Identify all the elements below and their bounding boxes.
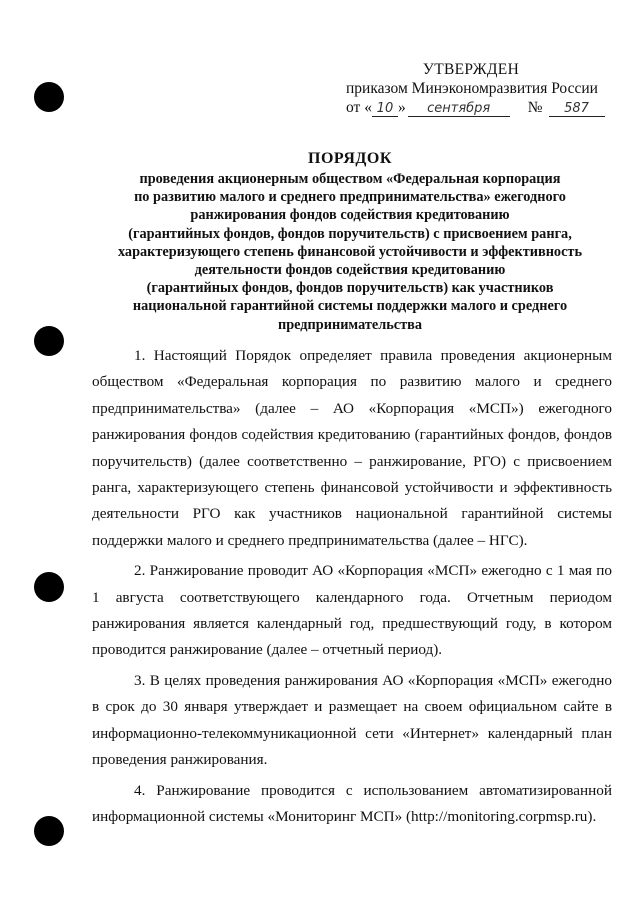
binder-hole-mark — [34, 326, 64, 356]
document-subtitle — [100, 170, 600, 334]
approval-date-line — [346, 98, 626, 117]
number-label: № — [527, 99, 543, 116]
handwritten-month: сентября — [408, 101, 510, 117]
document-body — [92, 343, 612, 834]
handwritten-day: 10 — [372, 101, 398, 117]
subtitle-line: (гарантийных фондов, фондов поручительств) с присвоением ранга, — [128, 225, 572, 242]
date-prefix: от « — [346, 99, 372, 116]
approval-title: УТВЕРЖДЕН — [422, 61, 520, 78]
subtitle-line: по развитию малого и среднего предпринимательства» ежегодного — [134, 189, 566, 206]
approval-order-line: приказом Минэкономразвития России — [346, 80, 598, 97]
handwritten-order-number: 587 — [549, 101, 605, 117]
subtitle-line: характеризующего степень финансовой устойчивости и эффективность — [117, 243, 583, 260]
paragraph-3: 3. В целях проведения ранжирования АО «Корпорация «МСП» ежегодно в срок до 30 января утверждает и размещает на своем официальном сайте в информационно-телекоммуникационной сети «Интернет» календарный план проведения ранжирования. — [92, 671, 612, 769]
document-title: ПОРЯДОК — [308, 150, 392, 167]
date-day-suffix: » — [397, 99, 406, 116]
subtitle-line: национальной гарантийной системы поддержки малого и среднего — [132, 298, 568, 315]
paragraph-1: 1. Настоящий Порядок определяет правила проведения акционерным обществом «Федеральная корпорация по развитию малого и среднего предпринимательства» (далее – АО «Корпорация «МСП») ежегодного ранжирования фондов содействия кредитованию (гарантийных фондов, фондов поручительств) (далее соответственно – ранжирование, РГО) с присвоением ранга, характеризующего степень финансовой устойчивости и эффективность деятельности РГО как участников национальной гарантийной системы поддержки малого и среднего предпринимательства (далее – НГС). — [92, 347, 612, 549]
subtitle-line: ранжирования фондов содействия кредитованию — [190, 207, 510, 224]
binder-hole-mark — [34, 82, 64, 112]
approval-stamp-block — [346, 60, 626, 117]
subtitle-line: предпринимательства — [277, 316, 423, 333]
binder-hole-mark — [34, 816, 64, 846]
subtitle-line: (гарантийных фондов, фондов поручительств) как участников — [146, 280, 554, 297]
binder-hole-mark — [34, 572, 64, 602]
paragraph-4: 4. Ранжирование проводится с использованием автоматизированной информационной системы «Мониторинг МСП» (http://monitoring.corpmsp.ru). — [92, 781, 612, 825]
subtitle-line: проведения акционерным обществом «Федеральная корпорация — [139, 171, 561, 187]
subtitle-line: деятельности фондов содействия кредитованию — [194, 262, 506, 279]
paragraph-2: 2. Ранжирование проводит АО «Корпорация «МСП» ежегодно с 1 мая по 1 августа соответствующего календарного года. Отчетным периодом ранжирования является календарный год, предшествующий году, в котором проводится ранжирование (далее – отчетный период). — [92, 562, 612, 659]
